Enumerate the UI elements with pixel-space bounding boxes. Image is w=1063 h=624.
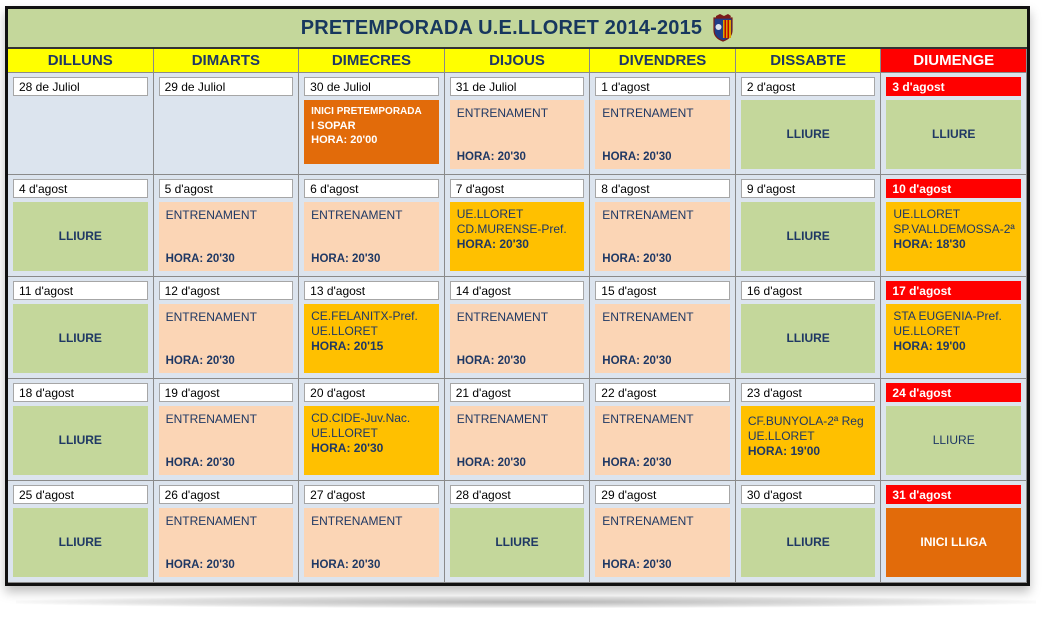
day-cell bbox=[445, 73, 591, 175]
day-cell bbox=[445, 379, 591, 481]
day-cell bbox=[736, 175, 882, 277]
day-cell bbox=[590, 379, 736, 481]
rest-day-event: LLIURE bbox=[741, 508, 876, 577]
day-cell bbox=[590, 481, 736, 583]
away-team: UE.LLORET bbox=[893, 324, 961, 338]
event-label: ENTRENAMENT bbox=[602, 412, 694, 426]
date-label: 8 d'agost bbox=[595, 179, 730, 198]
day-cell bbox=[299, 481, 445, 583]
page-title: PRETEMPORADA U.E.LLORET 2014-2015 bbox=[300, 16, 703, 39]
event-time: HORA: 20'30 bbox=[165, 355, 235, 367]
date-label: 22 d'agost bbox=[595, 383, 730, 402]
day-cell bbox=[154, 481, 300, 583]
event-line: I SOPAR bbox=[311, 120, 356, 132]
day-cell bbox=[8, 379, 154, 481]
date-label: 25 d'agost bbox=[13, 485, 148, 504]
training-event bbox=[595, 202, 730, 271]
rest-day-event: LLIURE bbox=[13, 202, 148, 271]
event-time: HORA: 20'15 bbox=[311, 339, 384, 353]
date-label: 17 d'agost bbox=[886, 281, 1021, 300]
date-label: 15 d'agost bbox=[595, 281, 730, 300]
training-event bbox=[450, 100, 585, 169]
date-label: 3 d'agost bbox=[886, 77, 1021, 96]
empty-slot bbox=[159, 100, 294, 169]
day-cell bbox=[590, 73, 736, 175]
home-team: UE.LLORET bbox=[893, 207, 961, 221]
rest-day-event: LLIURE bbox=[450, 508, 585, 577]
day-cell bbox=[8, 73, 154, 175]
event-time: HORA: 20'30 bbox=[456, 355, 526, 367]
date-label: 10 d'agost bbox=[886, 179, 1021, 198]
event-label: ENTRENAMENT bbox=[456, 310, 549, 324]
date-label: 29 d'agost bbox=[595, 485, 730, 504]
date-label: 20 d'agost bbox=[304, 383, 439, 402]
date-label: 21 d'agost bbox=[450, 383, 585, 402]
day-cell bbox=[299, 73, 445, 175]
training-event bbox=[159, 304, 294, 373]
day-cell bbox=[736, 277, 882, 379]
day-cell bbox=[299, 175, 445, 277]
date-label: 24 d'agost bbox=[886, 383, 1021, 402]
day-cell bbox=[154, 379, 300, 481]
day-cell bbox=[736, 481, 882, 583]
event-time: HORA: 20'30 bbox=[456, 237, 529, 251]
event-line: INICI PRETEMPORADA bbox=[311, 106, 422, 117]
rest-day-event: LLIURE bbox=[13, 508, 148, 577]
event-label: ENTRENAMENT bbox=[165, 208, 257, 222]
header-thursday: DIJOUS bbox=[445, 49, 591, 73]
match-event bbox=[741, 406, 876, 475]
training-event bbox=[450, 406, 585, 475]
date-label: 2 d'agost bbox=[741, 77, 876, 96]
away-team: UE.LLORET bbox=[747, 429, 815, 443]
date-label: 23 d'agost bbox=[741, 383, 876, 402]
date-label: 30 de Juliol bbox=[304, 77, 439, 96]
event-time: HORA: 18'30 bbox=[893, 237, 966, 251]
date-label: 14 d'agost bbox=[450, 281, 585, 300]
preseason-start-event bbox=[304, 100, 439, 164]
event-time: HORA: 20'30 bbox=[165, 559, 235, 571]
day-cell bbox=[881, 73, 1027, 175]
date-label: 5 d'agost bbox=[159, 179, 294, 198]
day-cell bbox=[736, 73, 882, 175]
training-event bbox=[595, 406, 730, 475]
date-label: 31 de Juliol bbox=[450, 77, 585, 96]
event-time: HORA: 20'30 bbox=[311, 441, 384, 455]
date-label: 30 d'agost bbox=[741, 485, 876, 504]
day-cell bbox=[590, 277, 736, 379]
event-time: HORA: 20'30 bbox=[456, 457, 526, 469]
away-team: SP.VALLDEMOSSA-2ª bbox=[893, 222, 1015, 236]
event-time: HORA: 20'30 bbox=[311, 559, 381, 571]
page-shadow bbox=[16, 596, 1036, 608]
event-time: HORA: 20'30 bbox=[456, 151, 526, 163]
date-label: 7 d'agost bbox=[450, 179, 585, 198]
training-event bbox=[595, 304, 730, 373]
empty-slot bbox=[13, 100, 148, 169]
training-event bbox=[159, 508, 294, 577]
date-label: 28 d'agost bbox=[450, 485, 585, 504]
event-label: ENTRENAMENT bbox=[311, 514, 403, 528]
event-label: ENTRENAMENT bbox=[165, 514, 257, 528]
event-label: ENTRENAMENT bbox=[165, 412, 257, 426]
match-event bbox=[304, 304, 439, 373]
date-label: 28 de Juliol bbox=[13, 77, 148, 96]
training-event bbox=[304, 508, 439, 577]
home-team: CF.BUNYOLA-2ª Reg bbox=[747, 414, 864, 428]
rest-day-event: LLIURE bbox=[13, 304, 148, 373]
rest-day-event: LLIURE bbox=[886, 406, 1021, 475]
header-tuesday: DIMARTS bbox=[154, 49, 300, 73]
event-label: ENTRENAMENT bbox=[602, 310, 694, 324]
day-cell bbox=[154, 73, 300, 175]
day-cell bbox=[590, 175, 736, 277]
header-saturday: DISSABTE bbox=[736, 49, 882, 73]
date-label: 16 d'agost bbox=[741, 281, 876, 300]
day-cell bbox=[445, 481, 591, 583]
event-time: HORA: 20'30 bbox=[602, 151, 672, 163]
match-event bbox=[886, 202, 1021, 271]
event-time: HORA: 20'30 bbox=[165, 457, 235, 469]
day-cell bbox=[154, 175, 300, 277]
league-start-event: INICI LLIGA bbox=[886, 508, 1021, 577]
training-event bbox=[450, 304, 585, 373]
event-time: HORA: 19'00 bbox=[747, 444, 821, 458]
date-label: 27 d'agost bbox=[304, 485, 439, 504]
day-cell bbox=[736, 379, 882, 481]
match-event bbox=[886, 304, 1021, 373]
date-label: 13 d'agost bbox=[304, 281, 439, 300]
event-label: ENTRENAMENT bbox=[602, 106, 694, 120]
event-time: HORA: 20'30 bbox=[602, 559, 672, 571]
rest-day-event: LLIURE bbox=[741, 304, 876, 373]
rest-day-event: LLIURE bbox=[741, 100, 876, 169]
date-label: 29 de Juliol bbox=[159, 77, 294, 96]
event-time: HORA: 20'30 bbox=[165, 253, 235, 265]
event-label: ENTRENAMENT bbox=[456, 412, 549, 426]
date-label: 12 d'agost bbox=[159, 281, 294, 300]
day-cell bbox=[881, 379, 1027, 481]
header-friday: DIVENDRES bbox=[590, 49, 736, 73]
day-cell bbox=[881, 277, 1027, 379]
date-label: 11 d'agost bbox=[13, 281, 148, 300]
home-team: UE.LLORET bbox=[456, 207, 524, 221]
rest-day-event: LLIURE bbox=[741, 202, 876, 271]
date-label: 19 d'agost bbox=[159, 383, 294, 402]
day-cell bbox=[445, 175, 591, 277]
day-cell bbox=[881, 481, 1027, 583]
match-event bbox=[450, 202, 585, 271]
event-label: ENTRENAMENT bbox=[602, 514, 694, 528]
date-label: 18 d'agost bbox=[13, 383, 148, 402]
day-cell bbox=[8, 175, 154, 277]
event-label: ENTRENAMENT bbox=[456, 106, 549, 120]
club-crest-icon bbox=[712, 14, 734, 42]
title-bar bbox=[8, 9, 1027, 49]
training-event bbox=[159, 406, 294, 475]
home-team: CD.CIDE-Juv.Nac. bbox=[311, 411, 411, 425]
header-wednesday: DIMECRES bbox=[299, 49, 445, 73]
away-team: CD.MURENSE-Pref. bbox=[456, 222, 567, 236]
date-label: 1 d'agost bbox=[595, 77, 730, 96]
match-event bbox=[304, 406, 439, 475]
home-team: CE.FELANITX-Pref. bbox=[311, 309, 418, 323]
date-label: 31 d'agost bbox=[886, 485, 1021, 504]
calendar-grid bbox=[8, 9, 1027, 583]
event-time: HORA: 19'00 bbox=[893, 339, 966, 353]
event-time: HORA: 20'30 bbox=[602, 355, 672, 367]
day-cell bbox=[299, 379, 445, 481]
day-cell bbox=[8, 277, 154, 379]
event-label: ENTRENAMENT bbox=[165, 310, 257, 324]
date-label: 4 d'agost bbox=[13, 179, 148, 198]
day-cell bbox=[8, 481, 154, 583]
calendar-frame bbox=[5, 6, 1030, 586]
training-event bbox=[159, 202, 294, 271]
date-label: 26 d'agost bbox=[159, 485, 294, 504]
header-sunday: DIUMENGE bbox=[881, 49, 1027, 73]
away-team: UE.LLORET bbox=[311, 324, 378, 338]
event-label: ENTRENAMENT bbox=[602, 208, 694, 222]
event-label: ENTRENAMENT bbox=[311, 208, 403, 222]
header-monday: DILLUNS bbox=[8, 49, 154, 73]
day-cell bbox=[299, 277, 445, 379]
training-event bbox=[595, 100, 730, 169]
date-label: 6 d'agost bbox=[304, 179, 439, 198]
day-cell bbox=[445, 277, 591, 379]
event-time: HORA: 20'30 bbox=[602, 253, 672, 265]
home-team: STA EUGENIA-Pref. bbox=[893, 309, 1002, 323]
rest-day-event: LLIURE bbox=[886, 100, 1021, 169]
event-time: HORA: 20'30 bbox=[602, 457, 672, 469]
training-event bbox=[304, 202, 439, 271]
rest-day-event: LLIURE bbox=[13, 406, 148, 475]
event-time: HORA: 20'00 bbox=[311, 134, 378, 146]
training-event bbox=[595, 508, 730, 577]
day-cell bbox=[154, 277, 300, 379]
date-label: 9 d'agost bbox=[741, 179, 876, 198]
event-time: HORA: 20'30 bbox=[311, 253, 381, 265]
away-team: UE.LLORET bbox=[311, 426, 378, 440]
day-cell bbox=[881, 175, 1027, 277]
